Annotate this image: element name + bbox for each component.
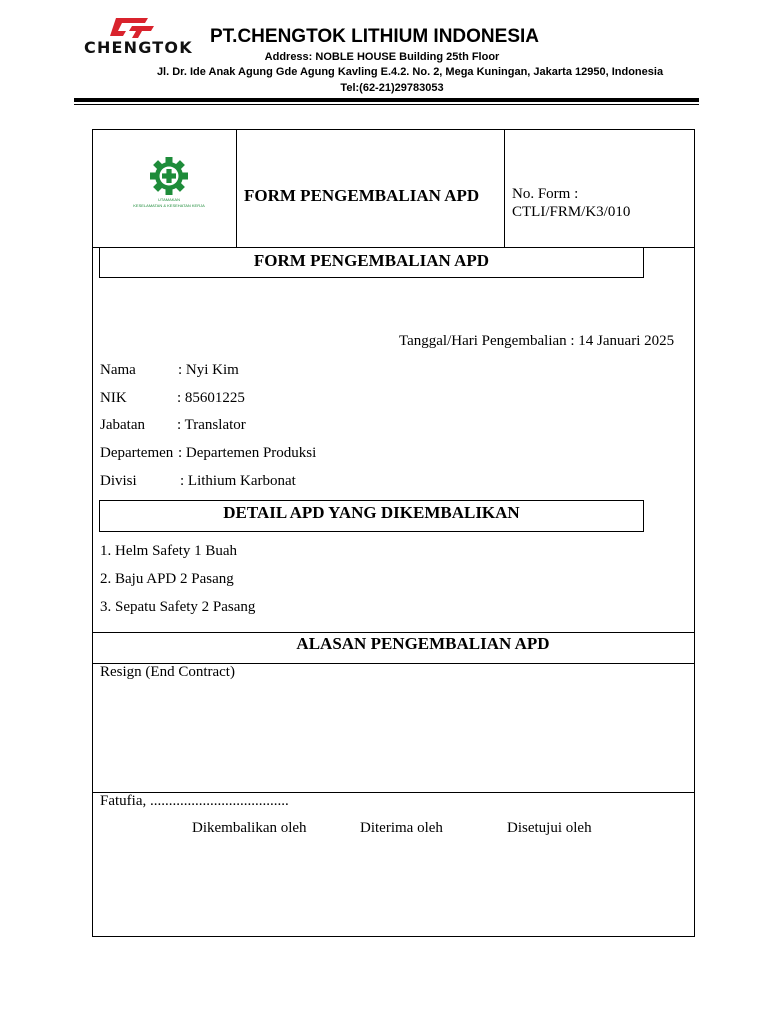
section-form-title: FORM PENGEMBALIAN APD xyxy=(253,251,490,270)
nama-value: : Nyi Kim xyxy=(178,362,239,378)
return-date: Tanggal/Hari Pengembalian : 14 Januari 2025 xyxy=(399,333,675,349)
form-number-label: No. Form : xyxy=(512,186,579,202)
section-detail-title: DETAIL APD YANG DIKEMBALIKAN xyxy=(223,503,520,522)
form-container xyxy=(92,129,695,937)
item-row: 2. Baju APD 2 Pasang xyxy=(100,571,234,587)
nik-label: NIK xyxy=(100,390,127,406)
departemen-label: Departemen xyxy=(100,445,174,461)
nik-value: : 85601225 xyxy=(177,390,245,406)
company-name: PT.CHENGTOK LITHIUM INDONESIA xyxy=(210,26,539,47)
k3-logo xyxy=(115,150,223,212)
nama-label: Nama xyxy=(100,362,136,378)
section-reason-title: ALASAN PENGEMBALIAN APD xyxy=(296,634,550,653)
phone-line: Tel:(62-21)29783053 xyxy=(340,82,444,94)
departemen-value: : Departemen Produksi xyxy=(178,445,317,461)
divisi-value: : Lithium Karbonat xyxy=(180,473,296,489)
item-row: 1. Helm Safety 1 Buah xyxy=(100,543,238,559)
jabatan-label: Jabatan xyxy=(100,417,145,433)
k3-gear-cross-icon xyxy=(115,150,223,200)
k3-logo-caption-2: KESELAMATAN & KESEHATAN KERJA xyxy=(133,203,205,208)
address-line-2: Jl. Dr. Ide Anak Agung Gde Agung Kavling E.4.2. No. 2, Mega Kuningan, Jakarta 12950, Indonesia xyxy=(156,66,664,78)
section-detail-title-box xyxy=(99,500,644,532)
form-number-value: CTLI/FRM/K3/010 xyxy=(512,204,631,220)
received-by-label: Diterima oleh xyxy=(360,820,443,836)
form-header-title: FORM PENGEMBALIAN APD xyxy=(244,186,480,205)
item-row: 3. Sepatu Safety 2 Pasang xyxy=(100,599,256,615)
header-divider-2 xyxy=(504,130,505,247)
divisi-label: Divisi xyxy=(100,473,137,489)
logo-wordmark: CHENGTOK xyxy=(84,38,193,57)
reason-text: Resign (End Contract) xyxy=(100,664,235,680)
header-divider-1 xyxy=(236,130,237,247)
k3-logo-caption-1: UTAMAKAN xyxy=(158,197,180,202)
returned-by-label: Dikembalikan oleh xyxy=(192,820,307,836)
approved-by-label: Disetujui oleh xyxy=(507,820,592,836)
ct-logo-icon xyxy=(82,14,186,40)
letterhead-divider xyxy=(74,98,699,102)
jabatan-value: : Translator xyxy=(177,417,246,433)
section-form-title-box xyxy=(99,247,644,278)
section-reason-top-rule xyxy=(93,632,694,633)
place-date: Fatufia, ..................................... xyxy=(100,793,289,809)
address-line-1: Address: NOBLE HOUSE Building 25th Floor xyxy=(264,51,500,63)
letterhead-divider-thin xyxy=(74,104,699,105)
